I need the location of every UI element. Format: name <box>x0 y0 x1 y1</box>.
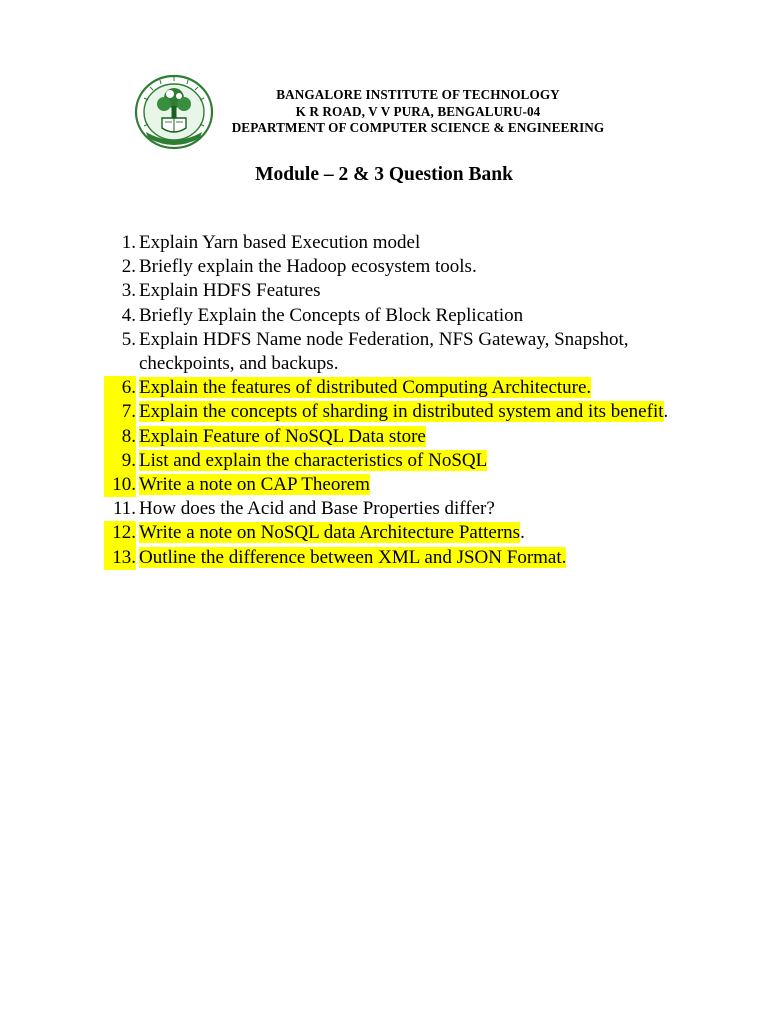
question-text: Explain Feature of NoSQL Data store <box>139 425 426 447</box>
question-number: 5. <box>121 328 136 350</box>
question-item <box>104 546 704 570</box>
question-item <box>104 328 704 376</box>
page-title: Module – 2 & 3 Question Bank <box>255 164 513 185</box>
letterhead <box>200 87 636 137</box>
department-name: DEPARTMENT OF COMPUTER SCIENCE & ENGINEERING <box>231 120 605 135</box>
question-number: 13. <box>104 546 136 570</box>
question-suffix: . <box>663 401 669 423</box>
question-text: Briefly explain the Hadoop ecosystem tools. <box>139 256 477 278</box>
question-text: Write a note on CAP Theorem <box>139 474 370 496</box>
question-number: 8. <box>104 425 136 449</box>
question-item <box>104 304 704 328</box>
question-text: Outline the difference between XML and JSON Format. <box>139 546 567 568</box>
question-item <box>104 425 704 449</box>
question-number: 6. <box>104 376 136 400</box>
question-text: Explain Yarn based Execution model <box>139 232 421 253</box>
institute-name: BANGALORE INSTITUTE OF TECHNOLOGY <box>276 87 560 102</box>
question-number: 4. <box>121 304 136 326</box>
question-number: 12. <box>104 521 136 545</box>
question-text: Write a note on NoSQL data Architecture Patterns <box>139 522 521 544</box>
question-text: Explain HDFS Name node Federation, NFS Gateway, Snapshot, checkpoints, and backups. <box>139 328 629 375</box>
question-number: 3. <box>121 280 136 302</box>
question-item <box>104 400 704 424</box>
question-item <box>104 497 704 521</box>
question-text: How does the Acid and Base Properties differ? <box>139 498 495 520</box>
question-item <box>104 473 704 497</box>
question-suffix: . <box>520 522 525 544</box>
question-item <box>104 231 704 255</box>
question-list <box>104 231 704 570</box>
question-text: Explain HDFS Features <box>139 280 321 302</box>
question-item <box>104 279 704 303</box>
question-text: Explain the concepts of sharding in distributed system and its benefit <box>139 401 664 423</box>
question-text: Explain the features of distributed Computing Architecture. <box>139 377 592 399</box>
question-text: Briefly Explain the Concepts of Block Replication <box>139 304 524 326</box>
question-number: 9. <box>104 449 136 473</box>
question-item <box>104 521 704 545</box>
question-text: List and explain the characteristics of NoSQL <box>139 449 488 471</box>
question-number: 11. <box>112 498 136 520</box>
institute-address: K R ROAD, V V PURA, BENGALURU-04 <box>295 103 541 119</box>
question-number: 1. <box>121 232 136 253</box>
question-number: 2. <box>121 256 136 278</box>
question-item <box>104 376 704 400</box>
question-number: 7. <box>104 400 136 424</box>
question-item <box>104 449 704 473</box>
question-number: 10. <box>104 473 136 497</box>
question-item <box>104 255 704 279</box>
